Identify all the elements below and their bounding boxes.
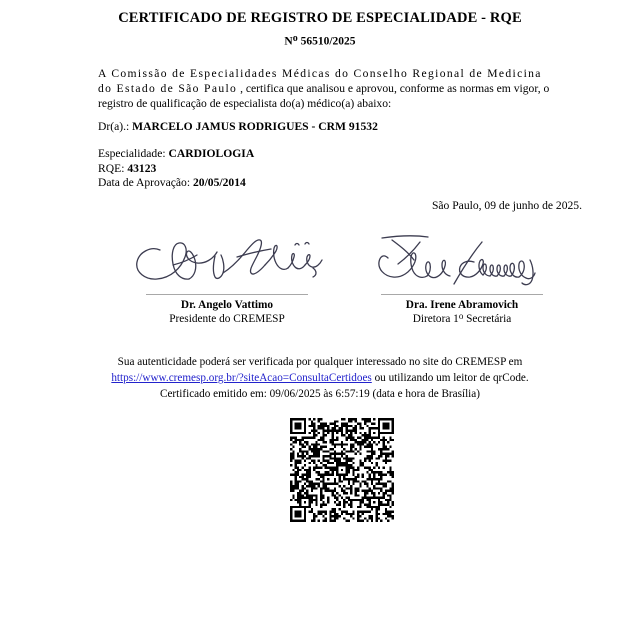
doctor-name-row xyxy=(98,120,378,133)
verification-footer xyxy=(0,354,640,402)
signatory-name: Dra. Irene Abramovich xyxy=(405,299,519,311)
specialty-value: CARDIOLOGIA xyxy=(168,147,255,160)
intro-paragraph xyxy=(98,66,556,112)
signature-rule xyxy=(146,294,308,295)
certificate-number xyxy=(0,33,640,48)
rqe-label: RQE: xyxy=(98,161,125,175)
intro-line-2-rest: , certifica que analisou e aprovou, conforme as normas em vigor, o xyxy=(237,82,550,96)
verification-line-2 xyxy=(0,370,640,386)
specialty-row xyxy=(98,147,254,162)
signature-image-angelo-vattimo xyxy=(127,232,327,294)
page-title: CERTIFICADO DE REGISTRO DE ESPECIALIDADE - RQE xyxy=(118,10,522,26)
doctor-name: MARCELO JAMUS RODRIGUES - CRM 91532 xyxy=(132,120,378,133)
approval-date-label: Data de Aprovação: xyxy=(98,176,191,190)
intro-line-3: registro de qualificação de especialista do(a) médico(a) abaixo: xyxy=(98,97,392,111)
certificate-number-value: 56510/2025 xyxy=(297,35,356,48)
signatory-role-text: Presidente do CREMESP xyxy=(169,313,285,326)
signature-image-irene-abramovich xyxy=(362,232,562,294)
signatory-role xyxy=(362,311,562,325)
registration-details xyxy=(98,147,254,191)
issue-timestamp: Certificado emitido em: 09/06/2025 às 6:57:19 (data e hora de Brasília) xyxy=(159,388,480,400)
signatory-role-ordinal: o xyxy=(458,311,464,321)
signature-block-president xyxy=(127,232,327,325)
qr-code-image xyxy=(290,418,394,522)
signatory-role xyxy=(127,311,327,325)
specialty-label: Especialidade: xyxy=(98,147,166,160)
signatory-role-text: Diretora 1 xyxy=(412,313,459,326)
rqe-value: 43123 xyxy=(127,161,157,175)
doctor-label: Dr(a).: xyxy=(98,120,130,133)
verification-line-2-suffix: ou utilizando um leitor de qrCode. xyxy=(371,372,529,384)
intro-line-2-spaced: do Estado de São Paulo xyxy=(98,82,238,96)
rqe-row xyxy=(98,162,254,177)
place-and-date: São Paulo, 09 de junho de 2025. xyxy=(431,199,582,212)
verification-line-1: Sua autenticidade poderá ser verificada por qualquer interessado no site do CREMESP em xyxy=(117,356,523,368)
verification-url-link[interactable]: https://www.cremesp.org.br/?siteAcao=ConsultaCertidoes xyxy=(111,372,372,384)
intro-line-2 xyxy=(98,81,556,96)
certificate-number-prefix: N xyxy=(284,35,293,48)
ordinal-marker: o xyxy=(292,33,298,44)
signatory-name: Dr. Angelo Vattimo xyxy=(180,299,274,311)
approval-date-value: 20/05/2014 xyxy=(192,176,246,190)
signature-block-secretary xyxy=(362,232,562,325)
qr-code xyxy=(290,418,394,522)
signatory-role-suffix: Secretária xyxy=(463,313,512,326)
signature-rule xyxy=(381,294,543,295)
intro-line-1: A Comissão de Especialidades Médicas do Conselho Regional de Medicina xyxy=(98,67,542,80)
approval-date-row xyxy=(98,176,254,191)
